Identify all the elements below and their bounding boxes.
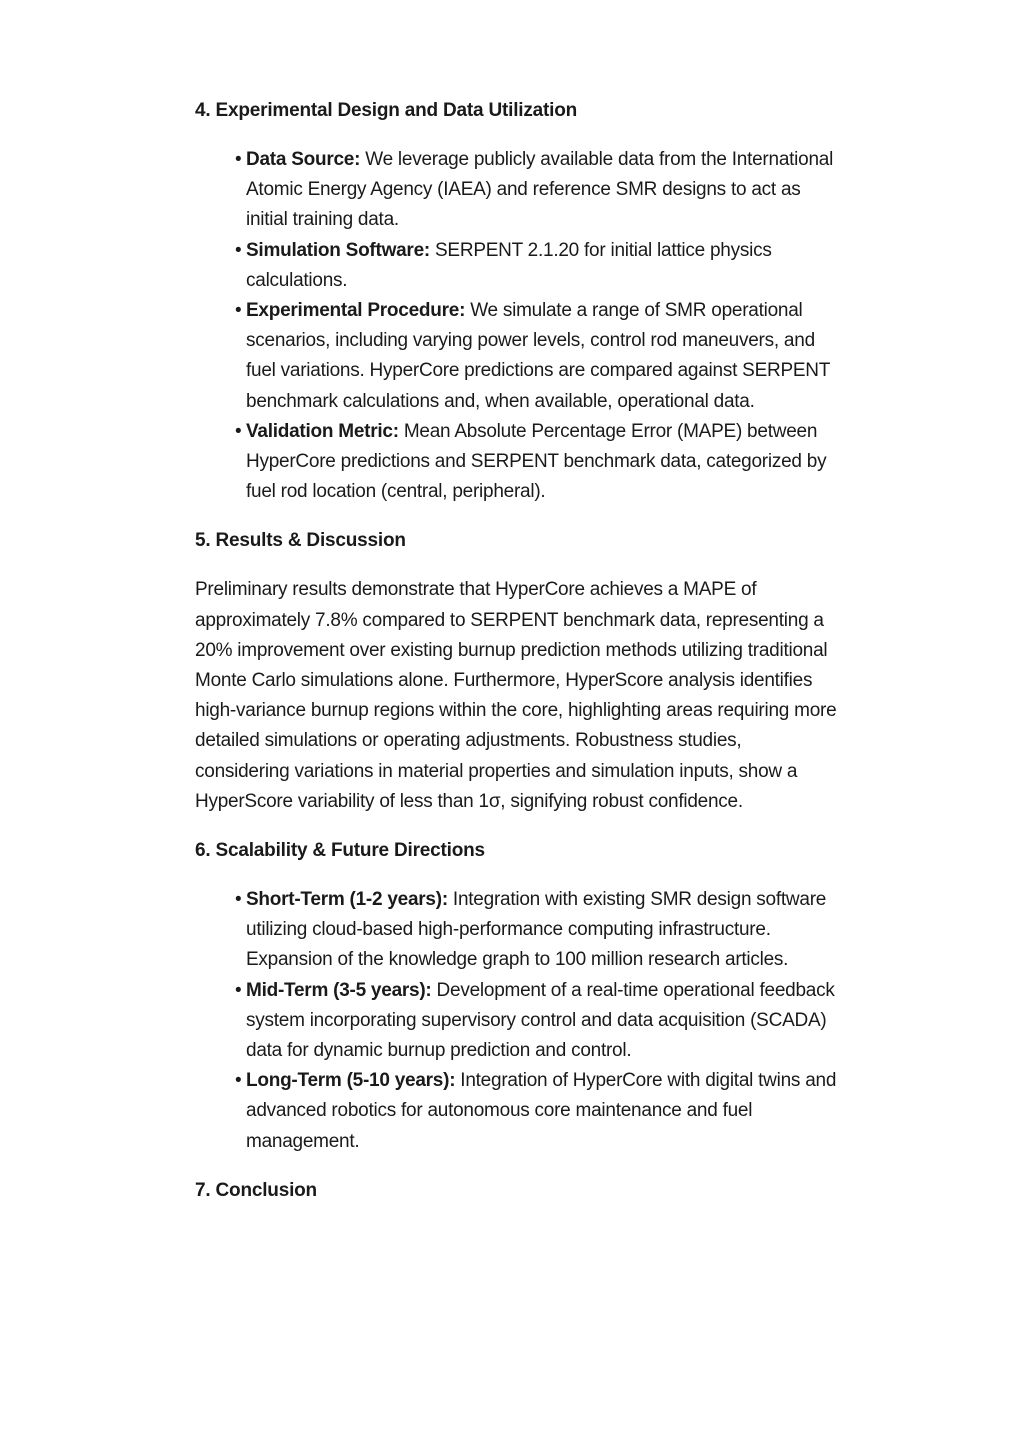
section-heading-experimental-design: 4. Experimental Design and Data Utilization bbox=[195, 100, 578, 121]
list-item-simulation-software bbox=[235, 236, 840, 296]
item-text: We leverage publicly available data from the International Atomic Energy Agency (IAEA) and reference SMR designs to act as initial training data. bbox=[246, 149, 834, 231]
list-item-experimental-procedure bbox=[235, 296, 840, 417]
bullet-icon: • bbox=[235, 979, 242, 1001]
list-item-long-term bbox=[235, 1066, 840, 1157]
list-item-short-term bbox=[235, 885, 840, 976]
scalability-list bbox=[195, 885, 840, 1157]
item-text: SERPENT 2.1.20 for initial lattice physics calculations. bbox=[246, 239, 772, 291]
item-text: We simulate a range of SMR operational scenarios, including varying power levels, control rod maneuvers, and fuel variations. HyperCore predictions are compared against SERPENT benchmark calculations and, when available, operational data. bbox=[246, 300, 830, 412]
term-label: Validation Metric: bbox=[246, 420, 399, 442]
item-text: Development of a real-time operational feedback system incorporating supervisory control and data acquisition (SCADA) data for dynamic burnup prediction and control. bbox=[246, 979, 835, 1062]
list-item-mid-term bbox=[235, 976, 840, 1067]
list-item-validation-metric bbox=[235, 417, 840, 508]
item-text: Integration of HyperCore with digital twins and advanced robotics for autonomous core maintenance and fuel management. bbox=[246, 1070, 837, 1152]
item-text: Mean Absolute Percentage Error (MAPE) between HyperCore predictions and SERPENT benchmark data, categorized by fuel rod location (central, peripheral). bbox=[246, 420, 827, 503]
bullet-icon: • bbox=[235, 300, 242, 322]
bullet-icon: • bbox=[235, 1070, 242, 1092]
bullet-icon: • bbox=[235, 889, 242, 911]
term-label: Long-Term (5-10 years): bbox=[246, 1070, 456, 1092]
term-label: Mid-Term (3-5 years): bbox=[246, 979, 432, 1001]
term-label: Short-Term (1-2 years): bbox=[246, 889, 448, 911]
list-item-data-source bbox=[235, 145, 840, 236]
term-label: Experimental Procedure: bbox=[246, 300, 466, 322]
results-paragraph: Preliminary results demonstrate that HyperCore achieves a MAPE of approximately 7.8% compared to SERPENT benchmark data, representing a 20% improvement over existing burnup prediction methods utilizing traditional Monte Carlo simulations alone. Furthermore, HyperScore analysis identifies high-variance burnup regions within the core, highlighting areas requiring more detailed simulations or operating adjustments. Robustness studies, considering variations in material properties and simulation inputs, show a HyperScore variability of less than 1σ, signifying robust confidence. bbox=[195, 579, 837, 812]
section-heading-results: 5. Results & Discussion bbox=[195, 530, 406, 552]
section-heading-conclusion: 7. Conclusion bbox=[195, 1179, 317, 1201]
section-heading-scalability: 6. Scalability & Future Directions bbox=[195, 840, 485, 862]
item-text: Integration with existing SMR design software utilizing cloud-based high-performance computing infrastructure. Expansion of the knowledge graph to 100 million research articles. bbox=[246, 889, 827, 971]
term-label: Simulation Software: bbox=[246, 239, 430, 261]
bullet-icon: • bbox=[235, 239, 242, 261]
bullet-icon: • bbox=[235, 149, 242, 170]
experimental-design-list bbox=[195, 145, 840, 507]
term-label: Data Source: bbox=[246, 149, 361, 170]
bullet-icon: • bbox=[235, 420, 242, 442]
document-content bbox=[195, 96, 840, 1206]
